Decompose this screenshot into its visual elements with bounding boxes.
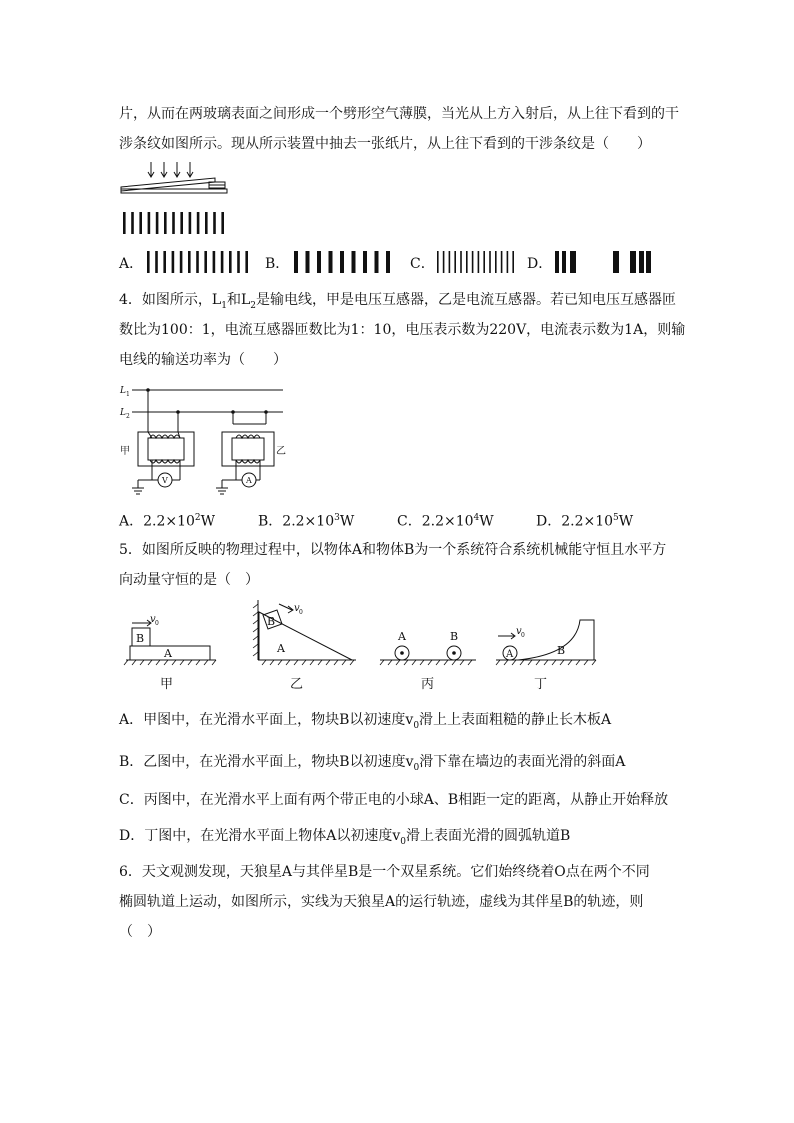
fig-ding-ball-a: A	[506, 649, 514, 660]
fringe-bar	[437, 251, 439, 273]
fringe-bar	[189, 212, 192, 234]
q5-option-a[interactable]: A．甲图中，在光滑水平面上，物块B以初速度$v_0$滑上上表面粗糙的静止长木板A	[119, 712, 612, 731]
fringe-bar	[512, 251, 514, 273]
q5-text-line1: 5．如图所反映的物理过程中，以物体A和物体B为一个系统符合系统机械能守恒且水平方	[119, 542, 667, 558]
ammeter-icon: A	[246, 476, 252, 485]
fringe-bar	[329, 251, 333, 273]
svg-text:L	[119, 408, 126, 418]
q5-option-c[interactable]: C．丙图中，在光滑水平上面有两个带正电的小球A、B相距一定的距离，从静止开始释放	[119, 792, 669, 808]
fringe-bar	[147, 251, 150, 273]
fig-yi-block-b: B	[267, 615, 276, 628]
fringe-bar	[472, 251, 474, 273]
q3-option-c-label: C．	[410, 256, 435, 272]
original-fringe-pattern	[121, 210, 231, 236]
transformer-circuit-figure	[118, 380, 288, 496]
fig-bing-ball-a: A	[398, 630, 406, 643]
fringe-bar	[454, 251, 456, 273]
fringe-bar	[489, 251, 491, 273]
current-transformer-label: 乙	[276, 446, 286, 457]
fringe-bar	[375, 251, 379, 273]
fringe-bar	[204, 251, 207, 273]
fig-yi-caption: 乙	[290, 677, 304, 692]
q3-option-c-fringes[interactable]	[435, 249, 535, 275]
svg-text:0	[299, 609, 303, 616]
fringe-bar	[483, 251, 485, 273]
fringe-bar	[205, 212, 208, 234]
fringe-bar	[245, 251, 248, 273]
fringe-bar	[188, 251, 191, 273]
q4-option-c[interactable]: C．$2.2\times 10^4W$	[397, 513, 494, 530]
q5-option-b[interactable]: B．乙图中，在光滑水平面上，物块B以初速度$v_0$滑下靠在墙边的表面光滑的斜面A	[119, 754, 626, 773]
line-l1-label: L	[120, 386, 126, 396]
q6-text-line2: 椭圆轨道上运动，如图所示，实线为天狼星A的运行轨迹，虚线为其伴星B的轨迹，则	[119, 894, 644, 910]
fig-bing-ball-b: B	[450, 630, 459, 643]
q3-option-a-label: A．	[119, 256, 144, 272]
fig-ding-caption: 丁	[534, 677, 548, 692]
fig-jia-caption: 甲	[160, 677, 174, 692]
voltage-transformer-label: 甲	[120, 446, 130, 457]
fringe-bar	[386, 251, 390, 273]
line-l1-subscript: 1	[126, 391, 130, 398]
fringe-bar	[156, 212, 159, 234]
fig-jia-v0-sub: 0	[155, 620, 159, 627]
q3-option-d-fringes[interactable]	[553, 249, 653, 275]
fringe-bar	[449, 251, 451, 273]
svg-text:L	[119, 386, 126, 396]
fringe-bar	[478, 251, 480, 273]
fringe-bar	[139, 212, 142, 234]
q4-text-line3: 电线的输送功率为（ ）	[119, 352, 287, 368]
fringe-bar	[155, 251, 158, 273]
q4-option-a[interactable]: A．$2.2\times 10^2W$	[119, 513, 216, 530]
fig-ding-v0: v	[516, 626, 522, 637]
fringe-bar	[213, 212, 216, 234]
fig-ding-v0-sub: 0	[521, 632, 525, 639]
fig-yi-slope-a: A	[277, 642, 285, 655]
fringe-bar	[507, 251, 509, 273]
fringe-bar	[131, 212, 134, 234]
fringe-bar	[148, 212, 151, 234]
fringe-bar	[495, 251, 497, 273]
svg-text:2	[126, 413, 130, 420]
fringe-bar	[294, 251, 298, 273]
fringe-bar	[363, 251, 367, 273]
q3-option-a-fringes[interactable]	[145, 249, 255, 275]
fig-yi-v0-sub: 0	[299, 609, 303, 616]
fig-ding-track-b: B	[557, 644, 566, 657]
fringe-bar	[501, 251, 503, 273]
fringe-bar	[197, 212, 200, 234]
fringe-bar	[164, 212, 167, 234]
fringe-bar	[123, 212, 126, 234]
fringe-bar	[352, 251, 356, 273]
fig-jia-block-b: B	[136, 632, 145, 645]
fringe-bar	[163, 251, 166, 273]
q6-text-line1: 6．天文观测发现，天狼星A与其伴星B是一个双星系统。它们始终绕着O点在两个不同	[119, 864, 650, 880]
fringe-bar	[443, 251, 445, 273]
q3-option-d-label: D．	[527, 256, 553, 272]
fringe-bar	[306, 251, 310, 273]
q4-option-d[interactable]: D．$2.2\times 10^5W$	[536, 513, 634, 530]
q3-text-line2: 涉条纹如图所示。现从所示装置中抽去一张纸片，从上往下看到的干涉条纹是（ ）	[119, 136, 651, 152]
line-l2-label: L	[120, 408, 126, 418]
fringe-bar	[466, 251, 468, 273]
fringe-bar	[180, 251, 183, 273]
fringe-bar	[213, 251, 216, 273]
q4-text-line1: 4．如图所示，$L_1$和$L_2$是输电线，甲是电压互感器，乙是电流互感器。若已知电压互感器匝	[119, 292, 676, 311]
fringe-bar	[221, 212, 224, 234]
fringe-bar	[172, 251, 175, 273]
svg-text:0	[521, 632, 525, 639]
fig-yi-v0: v	[294, 603, 300, 614]
voltmeter-icon: V	[162, 476, 168, 485]
svg-text:1	[126, 391, 130, 398]
q4-text-line2: 数比为100：1，电流互感器匝数比为1：10，电压表示数为220V，电流表示数为1A，则输	[119, 322, 686, 338]
q5-text-line2: 向动量守恒的是（ ）	[119, 572, 259, 588]
fringe-bar	[237, 251, 240, 273]
fringe-bar	[180, 212, 183, 234]
fig-jia-board-a: A	[164, 647, 172, 660]
q5-option-d[interactable]: D．丁图中，在光滑水平面上物体A以初速度$v_0$滑上表面光滑的圆弧轨道B	[119, 828, 571, 847]
svg-text:0	[155, 620, 159, 627]
fringe-bar	[340, 251, 344, 273]
q4-option-b[interactable]: B．$2.2\times 10^3W$	[258, 513, 355, 530]
fig-jia-v0: v	[150, 614, 156, 625]
fringe-bar	[172, 212, 175, 234]
line-l2-subscript: 2	[126, 413, 130, 420]
q3-text-line1: 片，从而在两玻璃表面之间形成一个劈形空气薄膜，当光从上方入射后，从上往下看到的干	[119, 106, 679, 122]
q3-option-b-label: B．	[265, 256, 290, 272]
wedge-film-figure	[119, 162, 231, 202]
fig-bing-caption: 丙	[421, 677, 435, 692]
fringe-bar	[221, 251, 224, 273]
q6-text-line3: （ ）	[119, 924, 161, 940]
fringe-bar	[229, 251, 232, 273]
fringe-bar	[460, 251, 462, 273]
fringe-bar	[196, 251, 199, 273]
fringe-bar	[317, 251, 321, 273]
momentum-figures	[120, 598, 600, 690]
q3-option-b-fringes[interactable]	[292, 249, 394, 275]
